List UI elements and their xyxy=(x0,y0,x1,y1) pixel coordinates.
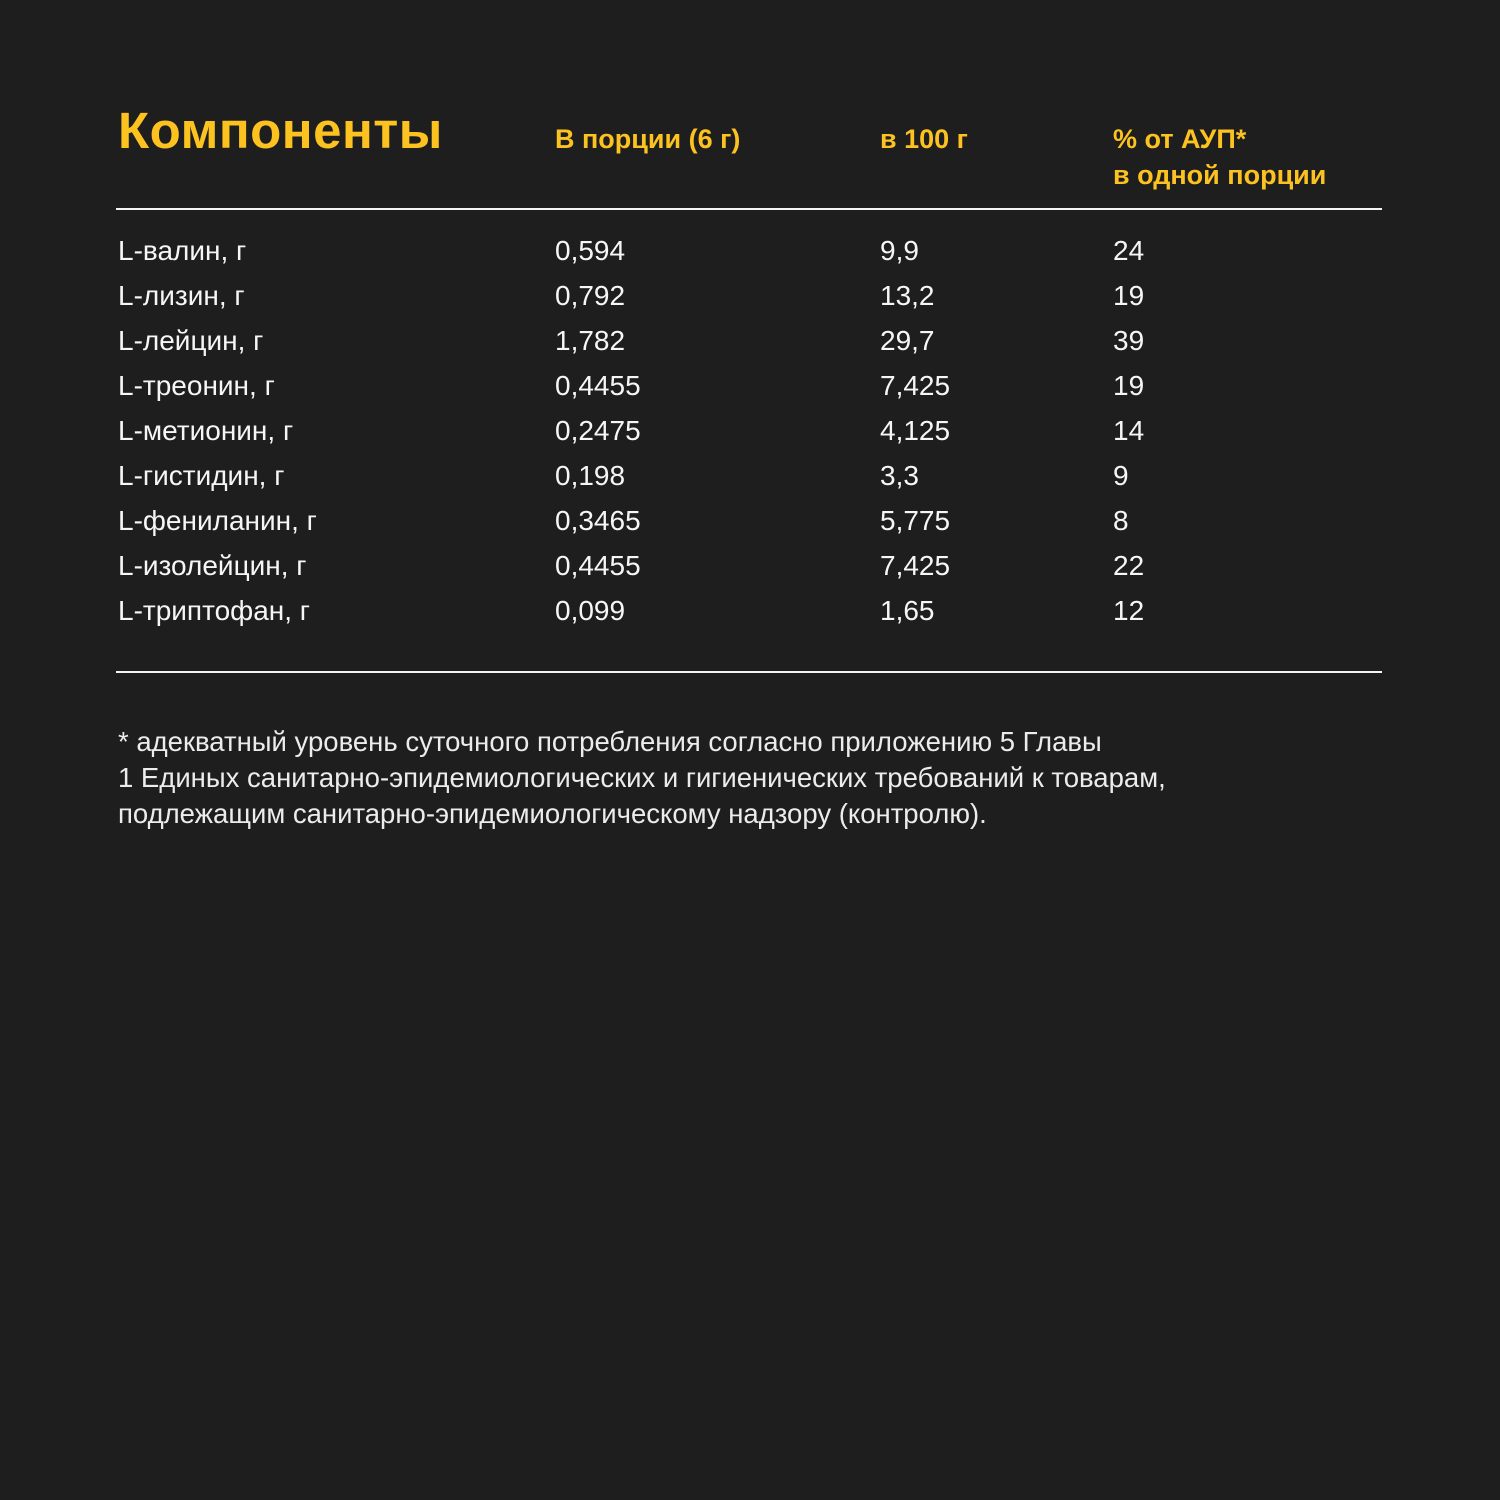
cell-per-serving: 0,2475 xyxy=(555,414,641,446)
column-header-pct-aup xyxy=(1113,121,1388,193)
table-row xyxy=(118,273,1388,318)
table-header xyxy=(118,104,1388,193)
cell-per-serving: 0,099 xyxy=(555,594,626,626)
row-label: L-валин, г xyxy=(118,234,247,266)
cell-per-100g: 7,425 xyxy=(880,549,951,581)
column-header-pct-aup-line1: % от АУП* xyxy=(1113,124,1247,154)
table-row xyxy=(118,318,1388,363)
cell-per-100g: 3,3 xyxy=(880,459,919,491)
table-row xyxy=(118,498,1388,543)
cell-per-100g: 5,775 xyxy=(880,504,951,536)
cell-per-serving: 0,4455 xyxy=(555,549,641,581)
row-label: L-лизин, г xyxy=(118,279,245,311)
cell-per-serving: 0,198 xyxy=(555,459,626,491)
cell-per-100g: 9,9 xyxy=(880,234,919,266)
header-divider xyxy=(116,208,1382,210)
cell-per-100g: 29,7 xyxy=(880,324,935,356)
page-title: Компоненты xyxy=(118,102,443,159)
footnote-line-2: 1 Единых санитарно-эпидемиологических и гигиенических требований к товарам, xyxy=(118,762,1166,793)
table-row xyxy=(118,453,1388,498)
cell-pct-aup: 19 xyxy=(1113,369,1145,401)
cell-per-serving: 1,782 xyxy=(555,324,626,356)
row-label: L-триптофан, г xyxy=(118,594,311,626)
cell-pct-aup: 19 xyxy=(1113,279,1145,311)
table-row xyxy=(118,408,1388,453)
cell-per-100g: 4,125 xyxy=(880,414,951,446)
row-label: L-метионин, г xyxy=(118,414,294,446)
cell-pct-aup: 14 xyxy=(1113,414,1145,446)
column-header-per-serving: В порции (6 г) xyxy=(555,124,741,154)
cell-per-100g: 1,65 xyxy=(880,594,935,626)
row-label: L-треонин, г xyxy=(118,369,275,401)
table-row xyxy=(118,363,1388,408)
footnote-line-3: подлежащим санитарно-эпидемиологическому надзору (контролю). xyxy=(118,798,987,829)
table-row xyxy=(118,543,1388,588)
row-label: L-фениланин, г xyxy=(118,504,317,536)
cell-per-serving: 0,594 xyxy=(555,234,626,266)
row-label: L-изолейцин, г xyxy=(118,549,307,581)
cell-pct-aup: 24 xyxy=(1113,234,1145,266)
cell-pct-aup: 39 xyxy=(1113,324,1145,356)
table-row xyxy=(118,228,1388,273)
cell-pct-aup: 8 xyxy=(1113,504,1129,536)
cell-per-serving: 0,3465 xyxy=(555,504,641,536)
row-label: L-гистидин, г xyxy=(118,459,285,491)
cell-pct-aup: 22 xyxy=(1113,549,1145,581)
table-row xyxy=(118,588,1388,633)
column-header-pct-aup-line2: в одной порции xyxy=(1113,160,1327,190)
table-body xyxy=(118,228,1388,633)
cell-per-100g: 13,2 xyxy=(880,279,935,311)
footnote-line-1: * адекватный уровень суточного потребления согласно приложению 5 Главы xyxy=(118,726,1102,757)
column-header-per-100g: в 100 г xyxy=(880,124,968,154)
footer-divider xyxy=(116,671,1382,673)
cell-per-serving: 0,792 xyxy=(555,279,626,311)
cell-per-100g: 7,425 xyxy=(880,369,951,401)
row-label: L-лейцин, г xyxy=(118,324,264,356)
cell-pct-aup: 9 xyxy=(1113,459,1129,491)
cell-per-serving: 0,4455 xyxy=(555,369,641,401)
footnote xyxy=(118,724,1388,832)
cell-pct-aup: 12 xyxy=(1113,594,1145,626)
